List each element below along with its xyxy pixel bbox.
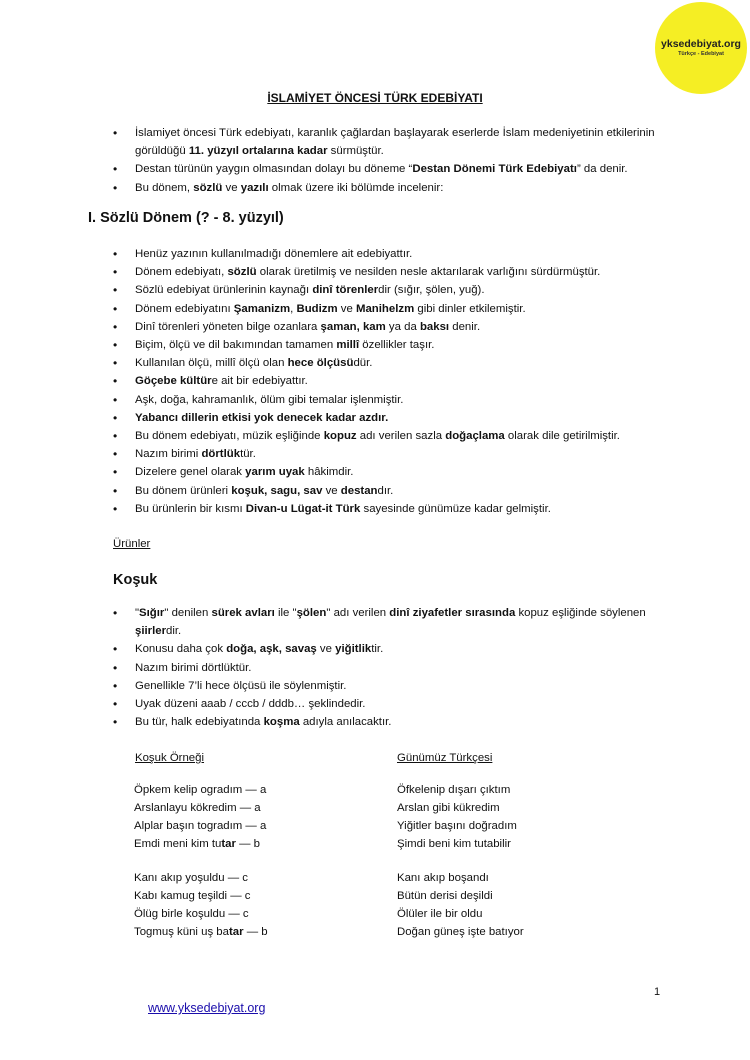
poem-line — [134, 799, 268, 817]
sozlu-donem-list — [113, 245, 658, 518]
bold-text: tar — [228, 926, 244, 938]
text-run: , — [290, 302, 297, 315]
text-run: " adı verilen — [326, 607, 390, 619]
page-number: 1 — [654, 986, 661, 998]
bold-text: Göçebe kültür — [135, 375, 212, 388]
text-run: özellikler taşır. — [359, 339, 435, 352]
text-run: dır. — [377, 484, 394, 497]
list-item — [113, 300, 658, 318]
text-run: sayesinde günümüze kadar gelmiştir. — [360, 502, 551, 515]
poem-line: Öfkelenip dışarı çıktım — [397, 784, 511, 796]
text-run: Destan türünün yaygın olmasından dolayı bu döneme “ — [135, 163, 413, 176]
text-run: — b — [235, 838, 260, 850]
list-item — [113, 695, 658, 713]
kosuk-list — [113, 604, 658, 731]
bold-text: dinî törenler — [312, 284, 379, 297]
bold-text: doğaçlama — [445, 430, 505, 443]
text-run: olarak dile getirilmiştir. — [504, 430, 620, 443]
bold-text: millî — [336, 339, 360, 352]
text-run: kopuz eşliğinde söylenen — [515, 607, 646, 619]
list-item — [113, 482, 658, 500]
page-title: İSLAMİYET ÖNCESİ TÜRK EDEBİYATI — [267, 91, 483, 105]
text-run: Alplar başın togradım — a — [134, 820, 267, 832]
bold-text: hece ölçüsü — [287, 357, 354, 370]
text-run: Emdi meni kim tu — [134, 838, 222, 850]
text-run: Ölüg birle koşuldu — c — [134, 908, 249, 920]
text-run: ve — [322, 484, 341, 497]
text-run: Aşk, doğa, kahramanlık, ölüm gibi temalar işlenmiştir. — [135, 393, 404, 406]
text-run: Henüz yazının kullanılmadığı dönemlere ait edebiyattır. — [135, 248, 413, 260]
text-run: Bu ürünlerin bir kısmı — [135, 502, 246, 515]
bold-text: Şamanizm — [233, 302, 291, 315]
list-item — [113, 179, 658, 197]
text-run: Nazım birimi — [135, 448, 202, 461]
bold-text: dörtlük — [201, 448, 241, 461]
text-run: e ait bir edebiyattır. — [211, 375, 308, 388]
poem-line — [134, 923, 268, 941]
list-item — [113, 409, 658, 427]
poem-line — [134, 905, 268, 923]
text-run: gibi dinler etkilemiştir. — [414, 302, 526, 315]
bold-text: koşma — [263, 716, 300, 729]
text-run: ya da — [385, 320, 420, 333]
text-run: ve — [316, 643, 336, 656]
bold-text: Sığır — [139, 607, 165, 619]
text-run: ” da denir. — [576, 163, 628, 176]
list-item — [113, 160, 658, 178]
list-item — [113, 640, 658, 658]
poem-line: Doğan güneş işte batıyor — [397, 926, 524, 938]
text-run: dir. — [166, 625, 182, 638]
list-item — [113, 463, 658, 481]
gunumuz-turkcesi-heading: Günümüz Türkçesi — [397, 752, 493, 764]
text-run: Kanı akıp yoşuldu — c — [134, 872, 248, 884]
text-run: ve — [222, 181, 241, 194]
logo-tagline: Türkçe - Edebiyat — [678, 51, 724, 57]
bold-text: sözlü — [227, 266, 257, 279]
poem-line: Kanı akıp boşandı — [397, 872, 489, 884]
poem-line — [134, 835, 268, 853]
list-item — [113, 713, 658, 731]
text-run: Kabı kamug teşildi — c — [134, 890, 251, 902]
bold-text: destan — [340, 484, 378, 497]
text-run: Nazım birimi dörtlüktür. — [135, 661, 252, 674]
text-run: Dönem edebiyatını — [135, 302, 234, 315]
intro-list — [113, 124, 658, 197]
text-run: Konusu daha çok — [135, 643, 227, 656]
kosuk-ornegi-poem — [134, 781, 268, 941]
bold-text: kopuz — [323, 430, 357, 443]
text-run: Uyak düzeni aaab / cccb / dddb… şeklindedir. — [135, 698, 366, 711]
list-item — [113, 336, 658, 354]
text-run: " — [135, 607, 140, 619]
bold-text: şölen — [296, 607, 327, 619]
list-item — [113, 445, 658, 463]
text-run: tir. — [371, 643, 384, 656]
text-run: tür. — [240, 448, 256, 461]
bold-text: yarım uyak — [245, 466, 305, 479]
text-run: Bu tür, halk edebiyatında — [135, 716, 264, 729]
text-run: dür. — [353, 357, 373, 370]
urunler-heading: Ürünler — [113, 538, 151, 550]
poem-line — [134, 887, 268, 905]
sozlu-donem-heading: I. Sözlü Dönem (? - 8. yüzyıl) — [88, 210, 284, 226]
text-run: Togmuş küni uş ba — [134, 926, 229, 938]
list-item — [113, 281, 658, 299]
bold-text: doğa, aşk, savaş — [226, 643, 317, 656]
text-run: adıyla anılacaktır. — [299, 716, 392, 729]
list-item — [113, 659, 658, 677]
bold-text: Budizm — [296, 302, 338, 315]
text-run: Arslanlayu kökredim — a — [134, 802, 261, 814]
poem-line — [134, 817, 268, 835]
bold-text: Destan Dönemi Türk Edebiyatı — [412, 163, 577, 176]
text-run: adı verilen sazla — [356, 430, 446, 443]
bold-text: Divan-u Lügat-it Türk — [245, 502, 361, 515]
bold-text: dinî ziyafetler sırasında — [389, 607, 516, 619]
bold-text: şiirler — [135, 625, 167, 638]
text-run: denir. — [449, 320, 481, 333]
list-item — [113, 391, 658, 409]
poem-line: Şimdi beni kim tutabilir — [397, 838, 511, 850]
text-run: sürmüştür. — [327, 145, 384, 158]
bold-text: Yabancı dillerin etkisi yok denecek kadar azdır. — [135, 411, 389, 424]
list-item — [113, 354, 658, 372]
text-run: Sözlü edebiyat ürünlerinin kaynağı — [135, 284, 313, 297]
poem-line — [134, 781, 268, 799]
bold-text: yazılı — [240, 181, 269, 194]
text-run: Genellikle 7’li hece ölçüsü ile söylenmiştir. — [135, 679, 347, 692]
bold-text: sürek avları — [211, 607, 275, 619]
text-run: ile " — [274, 607, 297, 619]
text-run: olmak üzere iki bölümde incelenir: — [268, 181, 444, 194]
kosuk-heading: Koşuk — [113, 572, 158, 588]
site-logo[interactable] — [655, 2, 747, 94]
footer-link[interactable]: www.yksedebiyat.org — [148, 1001, 266, 1015]
text-run: hâkimdir. — [304, 466, 354, 479]
text-run: Öpkem kelip ogradım — a — [134, 784, 267, 796]
list-item — [113, 124, 658, 160]
bold-text: Manihelzm — [355, 302, 415, 315]
list-item — [113, 318, 658, 336]
poem-line: Yiğitler başını doğradım — [397, 820, 517, 832]
text-run: ve — [337, 302, 356, 315]
text-run: — b — [243, 926, 268, 938]
bold-text: 11. yüzyıl ortalarına kadar — [188, 145, 328, 158]
list-item — [113, 263, 658, 281]
poem-line: Bütün derisi deşildi — [397, 890, 493, 902]
bold-text: yiğitlik — [335, 643, 372, 656]
text-run: Dönem edebiyatı, — [135, 266, 228, 279]
kosuk-ornegi-heading: Koşuk Örneği — [135, 752, 205, 764]
gunumuz-turkcesi-poem — [397, 781, 524, 941]
text-run: Dizelere genel olarak — [135, 466, 246, 479]
text-run: Dinî törenleri yöneten bilge ozanlara — [135, 320, 321, 333]
list-item — [113, 372, 658, 390]
text-run: Bu dönem, — [135, 181, 194, 194]
text-run: Bu dönem edebiyatı, müzik eşliğinde — [135, 430, 324, 443]
text-run: Bu dönem ürünleri — [135, 484, 232, 497]
bold-text: sözlü — [193, 181, 223, 194]
list-item — [113, 427, 658, 445]
bold-text: tar — [221, 838, 236, 850]
poem-line: Arslan gibi kükredim — [397, 802, 500, 814]
text-run: Biçim, ölçü ve dil bakımından tamamen — [135, 339, 337, 352]
text-run: İslamiyet öncesi Türk edebiyatı, karanlık çağlardan başlayarak eserlerde İslam medeniyetinin etkilerinin görüldüğü — [135, 127, 655, 158]
poem-line — [134, 869, 268, 887]
text-run: " denilen — [164, 607, 212, 619]
list-item — [113, 677, 658, 695]
bold-text: koşuk, sagu, sav — [231, 484, 323, 497]
poem-line: Ölüler ile bir oldu — [397, 908, 483, 920]
bold-text: şaman, kam — [320, 320, 386, 333]
text-run: Kullanılan ölçü, millî ölçü olan — [135, 357, 288, 370]
text-run: dir (sığır, şölen, yuğ). — [378, 284, 485, 297]
bold-text: baksı — [419, 320, 450, 333]
text-run: olarak üretilmiş ve nesilden nesle aktarılarak varlığını sürdürmüştür. — [256, 266, 601, 279]
logo-name: yksedebiyat.org — [661, 38, 741, 50]
list-item — [113, 245, 658, 263]
list-item — [113, 604, 658, 640]
list-item — [113, 500, 658, 518]
